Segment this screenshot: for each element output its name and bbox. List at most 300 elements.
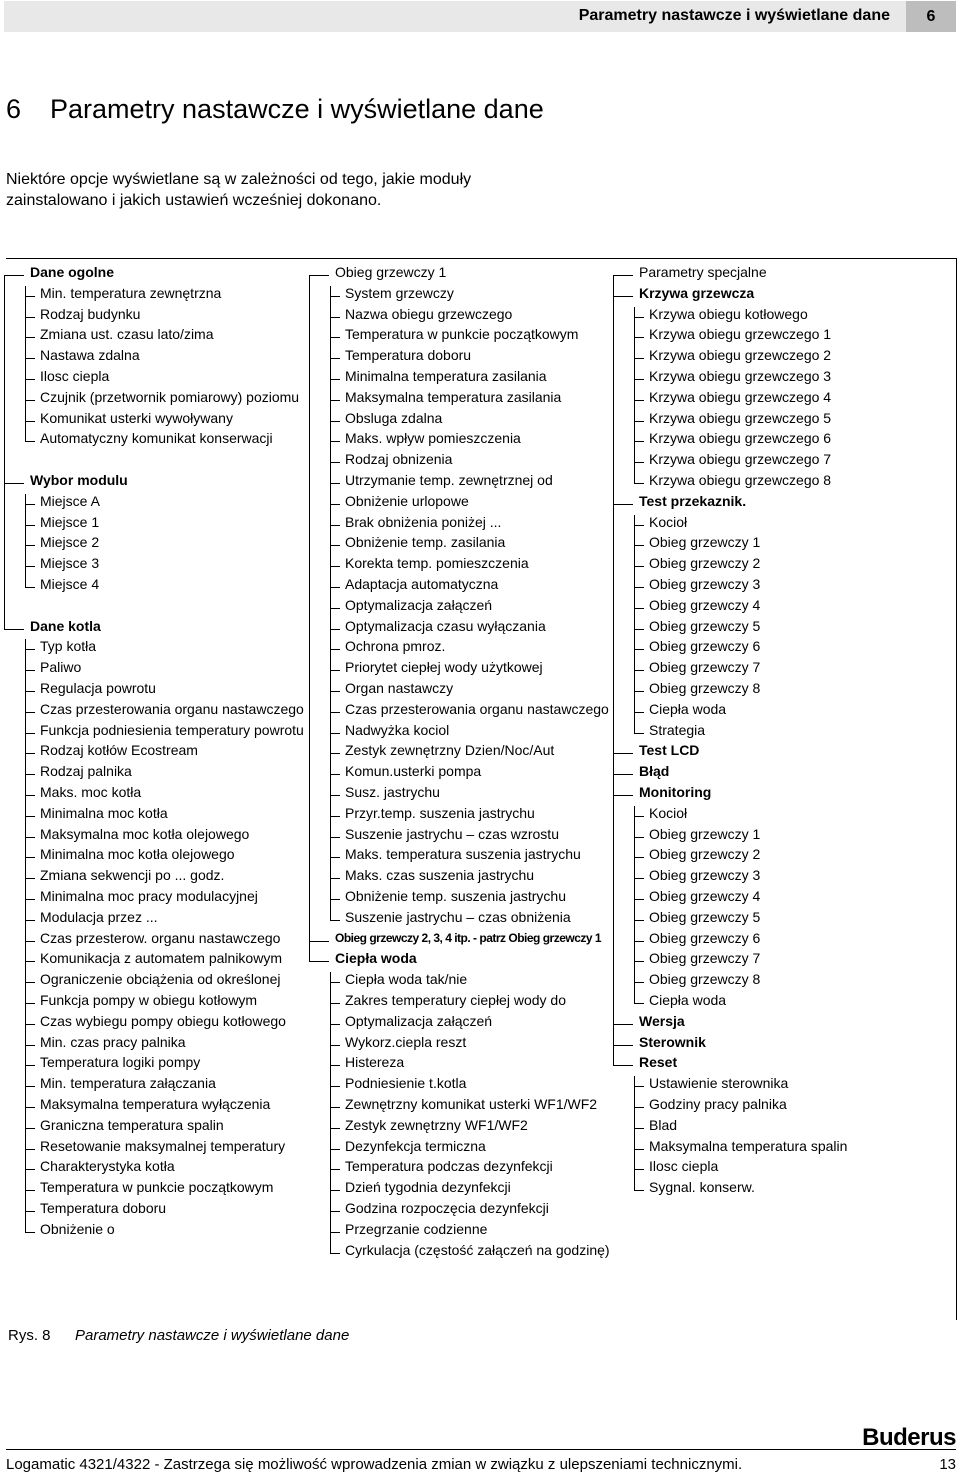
- tree-branch-line: [330, 421, 340, 422]
- menu-item: [345, 574, 498, 595]
- tree-branch-line: [25, 649, 35, 650]
- menu-item: [649, 928, 760, 949]
- menu-item-label: Obieg grzewczy 7: [649, 950, 761, 967]
- tree-branch-line: [634, 421, 644, 422]
- menu-item: [40, 782, 141, 803]
- tree-branch-line: [25, 795, 35, 796]
- tree-branch-line: [634, 920, 644, 921]
- figure-caption: [8, 1327, 349, 1344]
- menu-item: [345, 844, 581, 865]
- tree-branch-line: [25, 525, 35, 526]
- menu-item-label: Ochrona pmroz.: [345, 638, 446, 655]
- tree-branch-line: [25, 1024, 35, 1025]
- menu-item: [40, 699, 304, 720]
- tree-branch-line: [634, 712, 644, 713]
- menu-item: [345, 345, 471, 366]
- menu-item: [649, 595, 760, 616]
- tree-branch-line: [25, 379, 35, 380]
- menu-item: [40, 990, 257, 1011]
- tree-branch-line: [634, 337, 644, 338]
- tree-branch-line: [309, 275, 329, 276]
- menu-item-label: Histereza: [345, 1054, 405, 1071]
- tree-branch-line: [25, 504, 35, 505]
- intro-paragraph: Niektóre opcje wyświetlane są w zależności od tego, jakie moduły zainstalowano i jakich ustawień wcześniej dokonano.: [6, 171, 472, 209]
- menu-item-label: Obniżenie o: [40, 1220, 115, 1237]
- menu-item: [40, 428, 273, 449]
- menu-item-label: Komunikat usterki wywoływany: [40, 409, 233, 426]
- menu-item: [345, 1052, 404, 1073]
- menu-item-label: Min. czas pracy palnika: [40, 1033, 186, 1050]
- tree-branch-line: [330, 1232, 340, 1233]
- menu-item-label: Wersja: [639, 1012, 685, 1029]
- menu-item-label: Krzywa obiegu grzewczego 8: [649, 472, 832, 488]
- menu-item-label: Obieg grzewczy 1: [335, 264, 447, 280]
- menu-item: [649, 408, 831, 429]
- tree-branch-line: [25, 358, 35, 359]
- menu-item: [649, 345, 831, 366]
- menu-item-label: Obieg grzewczy 4: [649, 888, 761, 904]
- tree-branch-line: [330, 629, 340, 630]
- menu-item: [649, 699, 726, 720]
- menu-item-label: Zewnętrzny komunikat usterki WF1/WF2: [345, 1096, 598, 1112]
- menu-item-label: Obieg grzewczy 2, 3, 4 itp. - patrz Obieg grzewczy 1: [335, 930, 602, 945]
- menu-item-label: Minimalna moc kotła: [40, 804, 168, 821]
- menu-item: [40, 1156, 175, 1177]
- menu-item-label: Obieg grzewczy 5: [649, 908, 761, 925]
- menu-item-label: Krzywa obiegu kotłowego: [649, 305, 808, 322]
- menu-item: [345, 553, 529, 574]
- menu-item-label: Reset: [639, 1054, 678, 1071]
- tree-branch-line: [330, 857, 340, 858]
- menu-item: [345, 304, 512, 325]
- tree-branch-line: [634, 1149, 644, 1150]
- menu-item: [40, 720, 304, 741]
- menu-item-label: Utrzymanie temp. zewnętrznej od: [345, 472, 553, 488]
- menu-item-label: Zakres temperatury ciepłej wody do: [345, 992, 566, 1008]
- footer-text: Logamatic 4321/4322 - Zastrzega się możliwość wprowadzenia zmian w związku z ulepszeniami technicznymi.: [6, 1456, 743, 1473]
- menu-item-label: Obieg grzewczy 3: [649, 867, 761, 884]
- tree-branch-line: [330, 296, 340, 297]
- tree-branch-line: [309, 961, 329, 962]
- menu-item: [40, 865, 224, 886]
- tree-branch-line: [330, 379, 340, 380]
- menu-item-label: Maks. temperatura suszenia jastrychu: [345, 846, 581, 863]
- menu-item-label: Ciepła woda tak/nie: [345, 971, 468, 988]
- menu-item-label: Test przekaznik.: [639, 492, 747, 509]
- menu-item-label: Optymalizacja załączeń: [345, 596, 493, 613]
- menu-item: [40, 1115, 224, 1136]
- menu-item-label: Miejsce 3: [40, 555, 100, 572]
- menu-item-label: Czas przesterowania organu nastawczego: [40, 700, 304, 717]
- menu-group-heading: [639, 761, 669, 782]
- tree-subgroup-line: [25, 494, 26, 587]
- menu-item: [345, 1094, 597, 1115]
- menu-item-label: Resetowanie maksymalnej temperatury: [40, 1137, 286, 1154]
- menu-item: [40, 512, 99, 533]
- tree-branch-line: [330, 1128, 340, 1129]
- menu-group-heading: [639, 491, 746, 512]
- page-number: 13: [939, 1456, 956, 1473]
- menu-item-label: Obieg grzewczy 2: [649, 846, 761, 863]
- menu-item-label: Obniżenie urlopowe: [345, 492, 469, 509]
- menu-item: [40, 844, 235, 865]
- menu-item-label: Priorytet ciepłej wody użytkowej: [345, 659, 543, 676]
- tree-branch-line: [613, 774, 633, 775]
- menu-item: [649, 657, 760, 678]
- tree-branch-line: [613, 504, 633, 505]
- tree-branch-line: [25, 1232, 35, 1233]
- tree-branch-line: [25, 941, 35, 942]
- menu-item: [345, 470, 553, 491]
- menu-item: [345, 1032, 466, 1053]
- menu-group-heading: [335, 928, 601, 949]
- menu-item-label: Zestyk zewnętrzny Dzien/Noc/Aut: [345, 742, 555, 759]
- tree-branch-line: [330, 1024, 340, 1025]
- menu-item: [40, 1198, 166, 1219]
- tree-branch-line: [330, 587, 340, 588]
- menu-item-label: Krzywa obiegu grzewczego 2: [649, 347, 832, 364]
- menu-item: [40, 740, 198, 761]
- menu-group-heading: [30, 470, 128, 491]
- menu-item-label: Nadwyżka kociol: [345, 721, 450, 738]
- tree-branch-line: [330, 733, 340, 734]
- menu-item: [649, 449, 831, 470]
- menu-item: [40, 366, 109, 387]
- menu-item: [345, 1177, 511, 1198]
- menu-item-label: Charakterystyka kotła: [40, 1158, 175, 1175]
- tree-branch-line: [330, 649, 340, 650]
- tree-branch-line: [634, 587, 644, 588]
- menu-item-label: Optymalizacja załączeń: [345, 1012, 493, 1029]
- menu-item: [40, 969, 280, 990]
- menu-item-label: Funkcja pompy w obiegu kotłowym: [40, 992, 258, 1008]
- tree-branch-line: [330, 504, 340, 505]
- tree-branch-line: [330, 920, 340, 921]
- menu-item: [345, 1115, 528, 1136]
- tree-branch-line: [330, 795, 340, 796]
- menu-item-label: Suszenie jastrychu – czas wzrostu: [345, 825, 559, 842]
- tree-branch-line: [634, 441, 644, 442]
- tree-branch-line: [634, 733, 644, 734]
- tree-branch-line: [634, 816, 644, 817]
- menu-item: [345, 616, 546, 637]
- menu-item: [649, 1136, 847, 1157]
- tree-branch-line: [634, 1169, 644, 1170]
- menu-item-label: Rodzaj budynku: [40, 305, 141, 322]
- menu-item-label: Obieg grzewczy 8: [649, 971, 761, 988]
- menu-item-label: Monitoring: [639, 784, 712, 800]
- menu-item-label: Minimalna temperatura zasilania: [345, 368, 547, 384]
- menu-item-label: Min. temperatura zewnętrzna: [40, 284, 222, 301]
- tree-branch-line: [4, 275, 24, 276]
- menu-item-label: Rodzaj palnika: [40, 763, 132, 780]
- tree-branch-line: [330, 712, 340, 713]
- menu-item-label: Temperatura w punkcie początkowym: [345, 326, 579, 343]
- tree-branch-line: [330, 691, 340, 692]
- tree-branch-line: [25, 1003, 35, 1004]
- menu-item: [649, 865, 760, 886]
- menu-group-heading: [639, 262, 767, 283]
- menu-item-label: Ciepła woda: [649, 700, 727, 717]
- menu-item: [345, 803, 535, 824]
- menu-item-label: Min. temperatura załączania: [40, 1075, 216, 1092]
- menu-item: [345, 782, 440, 803]
- menu-item: [40, 657, 81, 678]
- menu-item: [649, 470, 831, 491]
- menu-item-label: Krzywa obiegu grzewczego 3: [649, 368, 832, 384]
- menu-item-label: Dane kotla: [30, 617, 101, 634]
- tree-branch-line: [634, 483, 644, 484]
- tree-branch-line: [634, 941, 644, 942]
- menu-item-label: Obniżenie temp. zasilania: [345, 534, 506, 551]
- menu-group-heading: [639, 740, 699, 761]
- menu-item: [345, 1219, 487, 1240]
- tree-branch-line: [330, 337, 340, 338]
- tree-branch-line: [25, 961, 35, 962]
- tree-branch-line: [330, 1065, 340, 1066]
- menu-item-label: Ciepła woda: [335, 950, 417, 967]
- tree-branch-line: [330, 816, 340, 817]
- menu-item: [649, 532, 760, 553]
- tree-branch-line: [25, 670, 35, 671]
- tree-branch-line: [634, 317, 644, 318]
- menu-item: [345, 699, 609, 720]
- menu-item-label: Maksymalna temperatura zasilania: [345, 388, 562, 405]
- menu-item: [345, 532, 505, 553]
- menu-item-label: Test LCD: [639, 742, 700, 759]
- menu-item-label: Komunikacja z automatem palnikowym: [40, 950, 282, 967]
- menu-item-label: Strategia: [649, 721, 706, 738]
- menu-item: [345, 865, 534, 886]
- chapter-number: 6: [6, 94, 22, 124]
- menu-item: [345, 886, 566, 907]
- menu-item-label: Zestyk zewnętrzny WF1/WF2: [345, 1116, 528, 1133]
- menu-group-heading: [335, 948, 417, 969]
- menu-item-label: Krzywa obiegu grzewczego 6: [649, 430, 832, 447]
- tree-branch-line: [634, 629, 644, 630]
- menu-item-label: System grzewczy: [345, 284, 454, 301]
- tree-branch-line: [634, 1190, 644, 1191]
- menu-item: [649, 324, 831, 345]
- menu-item-label: Organ nastawczy: [345, 680, 454, 696]
- menu-item: [345, 1156, 553, 1177]
- menu-item-label: Obieg grzewczy 4: [649, 596, 761, 613]
- tree-branch-line: [613, 753, 633, 754]
- menu-item: [345, 907, 571, 928]
- tree-branch-line: [25, 1045, 35, 1046]
- tree-branch-line: [634, 358, 644, 359]
- tree-branch-line: [25, 857, 35, 858]
- menu-item-label: Parametry specjalne: [639, 264, 767, 280]
- menu-item: [40, 803, 168, 824]
- tree-branch-line: [25, 317, 35, 318]
- menu-item: [345, 678, 453, 699]
- menu-item-label: Obieg grzewczy 6: [649, 638, 761, 655]
- menu-item-label: Krzywa obiegu grzewczego 4: [649, 388, 832, 405]
- menu-item: [649, 616, 760, 637]
- chapter-heading: [6, 94, 544, 125]
- menu-item-label: Krzywa obiegu grzewczego 7: [649, 451, 832, 468]
- menu-item-label: Kocioł: [649, 804, 688, 821]
- menu-item: [345, 990, 566, 1011]
- menu-item-label: Maksymalna temperatura wyłączenia: [40, 1096, 271, 1112]
- tree-trunk-line: [309, 275, 310, 961]
- tree-branch-line: [330, 400, 340, 401]
- menu-item-label: Rodzaj obnizenia: [345, 451, 453, 468]
- tree-subgroup-line: [634, 1076, 635, 1190]
- menu-item-label: Temperatura doboru: [345, 347, 472, 364]
- tree-branch-line: [613, 275, 633, 276]
- menu-item: [649, 387, 831, 408]
- menu-item: [345, 1198, 549, 1219]
- tree-branch-line: [613, 296, 633, 297]
- menu-item: [345, 595, 492, 616]
- menu-item: [40, 907, 158, 928]
- tree-branch-line: [330, 545, 340, 546]
- menu-item-label: Kocioł: [649, 513, 688, 530]
- menu-item-label: Dezynfekcja termiczna: [345, 1137, 486, 1154]
- menu-item: [649, 636, 760, 657]
- menu-item-label: Temperatura w punkcie początkowym: [40, 1179, 274, 1196]
- tree-branch-line: [330, 608, 340, 609]
- menu-item: [40, 304, 140, 325]
- tree-branch-line: [330, 462, 340, 463]
- tree-branch-line: [330, 1045, 340, 1046]
- tree-subgroup-line: [634, 806, 635, 1003]
- tree-branch-line: [330, 483, 340, 484]
- menu-item-label: Obieg grzewczy 5: [649, 617, 761, 634]
- menu-item: [345, 1073, 466, 1094]
- menu-item-label: Ciepła woda: [649, 992, 727, 1008]
- tree-branch-line: [634, 608, 644, 609]
- menu-item: [649, 969, 760, 990]
- menu-item-label: Blad: [649, 1116, 678, 1133]
- menu-item: [345, 1011, 492, 1032]
- menu-item: [40, 1094, 270, 1115]
- menu-group-heading: [30, 262, 114, 283]
- menu-item: [40, 408, 233, 429]
- menu-item-label: Godzina rozpoczęcia dezynfekcji: [345, 1200, 549, 1216]
- menu-item-label: Minimalna moc pracy modulacyjnej: [40, 888, 258, 904]
- menu-item-label: Sterownik: [639, 1033, 706, 1050]
- tree-branch-line: [634, 857, 644, 858]
- tree-branch-line: [25, 400, 35, 401]
- menu-item: [649, 1094, 787, 1115]
- tree-branch-line: [25, 1086, 35, 1087]
- menu-item-label: Obniżenie temp. suszenia jastrychu: [345, 888, 566, 904]
- tree-branch-line: [330, 317, 340, 318]
- figure-caption-text: Parametry nastawcze i wyświetlane dane: [75, 1327, 350, 1344]
- tree-branch-line: [330, 899, 340, 900]
- menu-item: [345, 761, 481, 782]
- tree-branch-line: [634, 961, 644, 962]
- menu-item-label: Czas wybiegu pompy obiegu kotłowego: [40, 1012, 286, 1029]
- tree-branch-line: [330, 753, 340, 754]
- tree-branch-line: [613, 1045, 633, 1046]
- tree-branch-line: [25, 545, 35, 546]
- menu-item-label: Czujnik (przetwornik pomiarowy) poziomu: [40, 388, 300, 405]
- tree-branch-line: [634, 379, 644, 380]
- tree-branch-line: [25, 774, 35, 775]
- menu-group-heading: [30, 616, 101, 637]
- menu-item-label: Maks. czas suszenia jastrychu: [345, 867, 535, 884]
- menu-item: [40, 1052, 200, 1073]
- menu-item-label: Ustawienie sterownika: [649, 1075, 789, 1092]
- tree-branch-line: [634, 1107, 644, 1108]
- tree-branch-line: [613, 1065, 633, 1066]
- menu-item: [345, 283, 454, 304]
- menu-item: [649, 304, 808, 325]
- menu-item-label: Obieg grzewczy 8: [649, 680, 761, 696]
- menu-item-label: Komun.usterki pompa: [345, 763, 482, 780]
- menu-item: [649, 844, 760, 865]
- tree-branch-line: [634, 837, 644, 838]
- menu-item: [345, 491, 469, 512]
- menu-item: [345, 740, 554, 761]
- tree-branch-line: [330, 982, 340, 983]
- menu-item: [649, 1115, 677, 1136]
- menu-item: [345, 1240, 610, 1261]
- menu-item: [40, 387, 299, 408]
- menu-item-label: Korekta temp. pomieszczenia: [345, 555, 529, 572]
- menu-item: [40, 574, 99, 595]
- tree-branch-line: [330, 670, 340, 671]
- tree-branch-line: [25, 712, 35, 713]
- tree-branch-line: [613, 1024, 633, 1025]
- menu-item-label: Nastawa zdalna: [40, 347, 140, 364]
- tree-branch-line: [330, 1149, 340, 1150]
- menu-item: [40, 553, 99, 574]
- tree-branch-line: [330, 774, 340, 775]
- menu-item: [345, 1136, 486, 1157]
- menu-item: [345, 366, 547, 387]
- tree-branch-line: [25, 899, 35, 900]
- tree-branch-line: [4, 629, 24, 630]
- menu-item-label: Wybor modulu: [30, 472, 128, 488]
- menu-item-label: Temperatura podczas dezynfekcji: [345, 1158, 553, 1175]
- tree-branch-line: [330, 1253, 340, 1254]
- menu-item-label: Paliwo: [40, 659, 82, 676]
- menu-item-label: Wykorz.ciepla reszt: [345, 1033, 467, 1050]
- menu-item-label: Krzywa obiegu grzewczego 5: [649, 409, 832, 426]
- page-header: [4, 1, 956, 32]
- tree-branch-line: [25, 920, 35, 921]
- tree-branch-line: [25, 566, 35, 567]
- menu-item-label: Cyrkulacja (częstość załączeń na godzinę): [345, 1241, 610, 1258]
- menu-item-label: Ilosc ciepla: [649, 1158, 719, 1175]
- menu-item-label: Miejsce 4: [40, 576, 100, 592]
- tree-branch-line: [25, 421, 35, 422]
- menu-item: [649, 948, 760, 969]
- menu-item: [649, 553, 760, 574]
- menu-item-label: Przegrzanie codzienne: [345, 1220, 488, 1237]
- menu-item-label: Dane ogolne: [30, 264, 115, 280]
- tree-branch-line: [634, 899, 644, 900]
- menu-item: [40, 636, 96, 657]
- tree-branch-line: [25, 1190, 35, 1191]
- menu-item: [345, 408, 442, 429]
- menu-item: [40, 761, 132, 782]
- tree-branch-line: [25, 296, 35, 297]
- menu-group-heading: [639, 782, 711, 803]
- menu-item: [649, 907, 760, 928]
- footer-divider: [6, 1449, 956, 1450]
- menu-item: [345, 512, 501, 533]
- tree-branch-line: [25, 982, 35, 983]
- tree-branch-line: [25, 1128, 35, 1129]
- menu-item-label: Obieg grzewczy 7: [649, 659, 761, 676]
- menu-item-label: Krzywa obiegu grzewczego 1: [649, 326, 832, 343]
